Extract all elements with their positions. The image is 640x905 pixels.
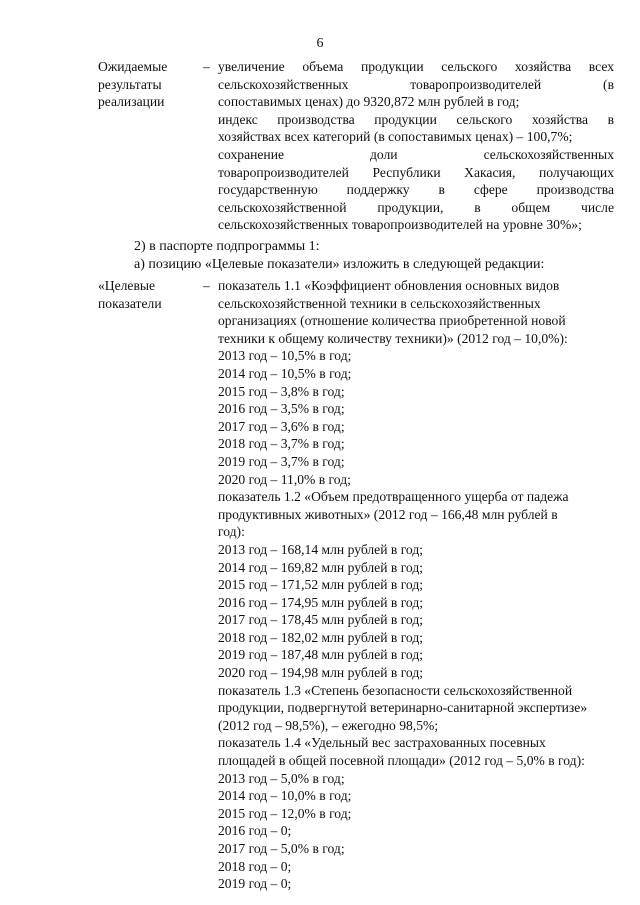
text-line: товаропроизводителей Республики Хакасия, получающих: [218, 164, 614, 180]
text-line: (2012 год – 98,5%), – ежегодно 98,5%;: [218, 717, 439, 733]
dash-separator: –: [203, 278, 210, 293]
paragraph-subprogram-passport: 2) в паспорте подпрограммы 1:: [134, 239, 320, 254]
text-line: 2020 год – 11,0% в год;: [218, 471, 351, 487]
text-line: индекс производства продукции сельского хозяйства в: [218, 111, 614, 127]
text-line: 2017 год – 178,45 млн рублей в год;: [218, 612, 424, 628]
text-line: 2018 год – 0;: [218, 858, 292, 874]
text-line: 2018 год – 3,7% в год;: [218, 436, 345, 452]
text-line: 2017 год – 3,6% в год;: [218, 418, 345, 434]
label-line: Ожидаемые: [98, 59, 168, 74]
paragraph-target-indicators-edit: а) позицию «Целевые показатели» изложить в следующей редакции:: [134, 257, 545, 272]
label-line: реализации: [98, 94, 165, 110]
text-line: 2019 год – 3,7% в год;: [218, 453, 345, 469]
page-number: 6: [316, 36, 324, 51]
text-line: 2020 год – 194,98 млн рублей в год;: [218, 665, 424, 681]
text-line: 2015 год – 12,0% в год;: [218, 805, 352, 821]
text-line: сопоставимых ценах) до 9320,872 млн рублей в год;: [218, 94, 520, 110]
text-line: 2016 год – 0;: [218, 823, 292, 839]
target-indicators-label: [98, 277, 198, 312]
text-line: сельскохозяйственных товаропроизводителей (в: [218, 76, 614, 92]
text-line: сохранение доли сельскохозяйственных: [218, 146, 614, 162]
label-line: результаты: [98, 76, 162, 92]
text-line: сельскохозяйственной продукции, в общем числе: [218, 199, 614, 215]
text-line: сельскохозяйственной техники в сельскохозяйственных: [218, 295, 541, 311]
text-line: сельскохозяйственных товаропроизводителей на уровне 30%»;: [218, 217, 582, 233]
text-line: 2013 год – 10,5% в год;: [218, 348, 352, 364]
text-line: 2015 год – 171,52 млн рублей в год;: [218, 577, 424, 593]
text-line: 2014 год – 169,82 млн рублей в год;: [218, 559, 424, 575]
dash-separator: –: [203, 59, 210, 74]
target-indicators-content: [218, 277, 614, 893]
text-line: 2019 год – 0;: [218, 876, 292, 892]
text-line: 2016 год – 3,5% в год;: [218, 401, 345, 417]
text-line: 2017 год – 5,0% в год;: [218, 841, 345, 856]
label-line: «Целевые: [98, 278, 156, 293]
text-line: 2013 год – 5,0% в год;: [218, 770, 345, 786]
expected-results-content: [218, 58, 614, 234]
text-line: показатель 1.3 «Степень безопасности сельскохозяйственной: [218, 682, 573, 698]
text-line: государственную поддержку в сфере производства: [218, 182, 614, 198]
text-line: показатель 1.2 «Объем предотвращенного ущерба от падежа: [218, 489, 569, 505]
text-line: хозяйствах всех категорий (в сопоставимых ценах) – 100,7%;: [218, 129, 573, 145]
text-line: продуктивных животных» (2012 год – 166,48 млн рублей в: [218, 506, 558, 522]
text-line: увеличение объема продукции сельского хозяйства всех: [218, 59, 614, 74]
text-line: техники к общему количеству техники)» (2012 год – 10,0%):: [218, 330, 568, 346]
text-line: 2019 год – 187,48 млн рублей в год;: [218, 647, 424, 663]
text-line: 2013 год – 168,14 млн рублей в год;: [218, 541, 424, 557]
text-line: 2015 год – 3,8% в год;: [218, 383, 345, 399]
text-line: 2016 год – 174,95 млн рублей в год;: [218, 594, 424, 610]
expected-results-label: [98, 58, 198, 111]
text-line: 2018 год – 182,02 млн рублей в год;: [218, 629, 424, 645]
label-line: показатели: [98, 295, 162, 311]
text-line: организациях (отношение количества приобретенной новой: [218, 313, 566, 329]
text-line: показатель 1.4 «Удельный вес застрахованных посевных: [218, 735, 546, 751]
text-line: продукции, подвергнутой ветеринарно-санитарной экспертизе»: [218, 700, 588, 716]
text-line: показатель 1.1 «Коэффициент обновления основных видов: [218, 278, 560, 293]
text-line: 2014 год – 10,5% в год;: [218, 365, 352, 381]
text-line: 2014 год – 10,0% в год;: [218, 788, 352, 804]
text-line: площадей в общей посевной площади» (2012 год – 5,0% в год):: [218, 753, 585, 769]
text-line: год):: [218, 524, 245, 540]
